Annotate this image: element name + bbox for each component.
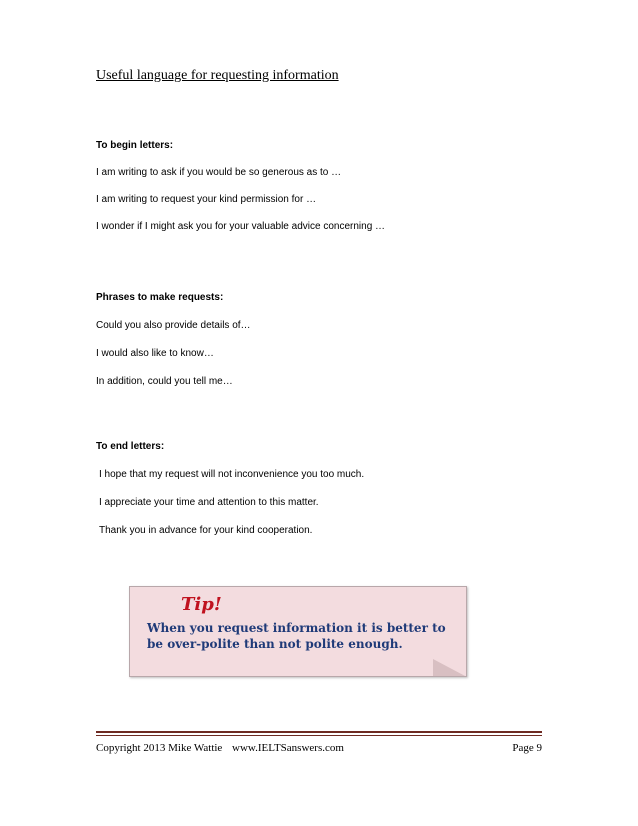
phrase-line: In addition, could you tell me… (96, 376, 233, 387)
phrase-line: I am writing to ask if you would be so generous as to … (96, 167, 342, 178)
section-heading: To begin letters: (96, 140, 174, 151)
section-heading: Phrases to make requests: (96, 292, 224, 303)
phrase-line: I wonder if I might ask you for your valuable advice concerning … (96, 221, 386, 232)
tip-text: When you request information it is better to be over-polite than not polite enough. (147, 621, 446, 651)
phrase-line: I am writing to request your kind permission for … (96, 194, 317, 205)
phrase-line: I would also like to know… (96, 348, 214, 359)
footer-page-number: Page 9 (512, 742, 542, 754)
phrase-line: I hope that my request will not inconvenience you too much. (99, 469, 365, 480)
phrase-line: I appreciate your time and attention to this matter. (99, 497, 319, 508)
footer-divider (96, 731, 542, 733)
footer-copyright: Copyright 2013 Mike Wattie (96, 742, 223, 754)
section-heading: To end letters: (96, 441, 165, 452)
section-make-requests (96, 292, 566, 388)
page-title: Useful language for requesting information (96, 68, 339, 83)
tip-title: Tip! (181, 594, 222, 615)
section-end-letters (96, 441, 566, 537)
footer-url: www.IELTSanswers.com (232, 742, 344, 754)
phrase-line: Could you also provide details of… (96, 320, 251, 331)
footer-divider-thin (96, 735, 542, 736)
tip-note-box (129, 586, 467, 677)
section-begin-letters (96, 140, 566, 233)
phrase-line: Thank you in advance for your kind cooperation. (99, 525, 313, 536)
